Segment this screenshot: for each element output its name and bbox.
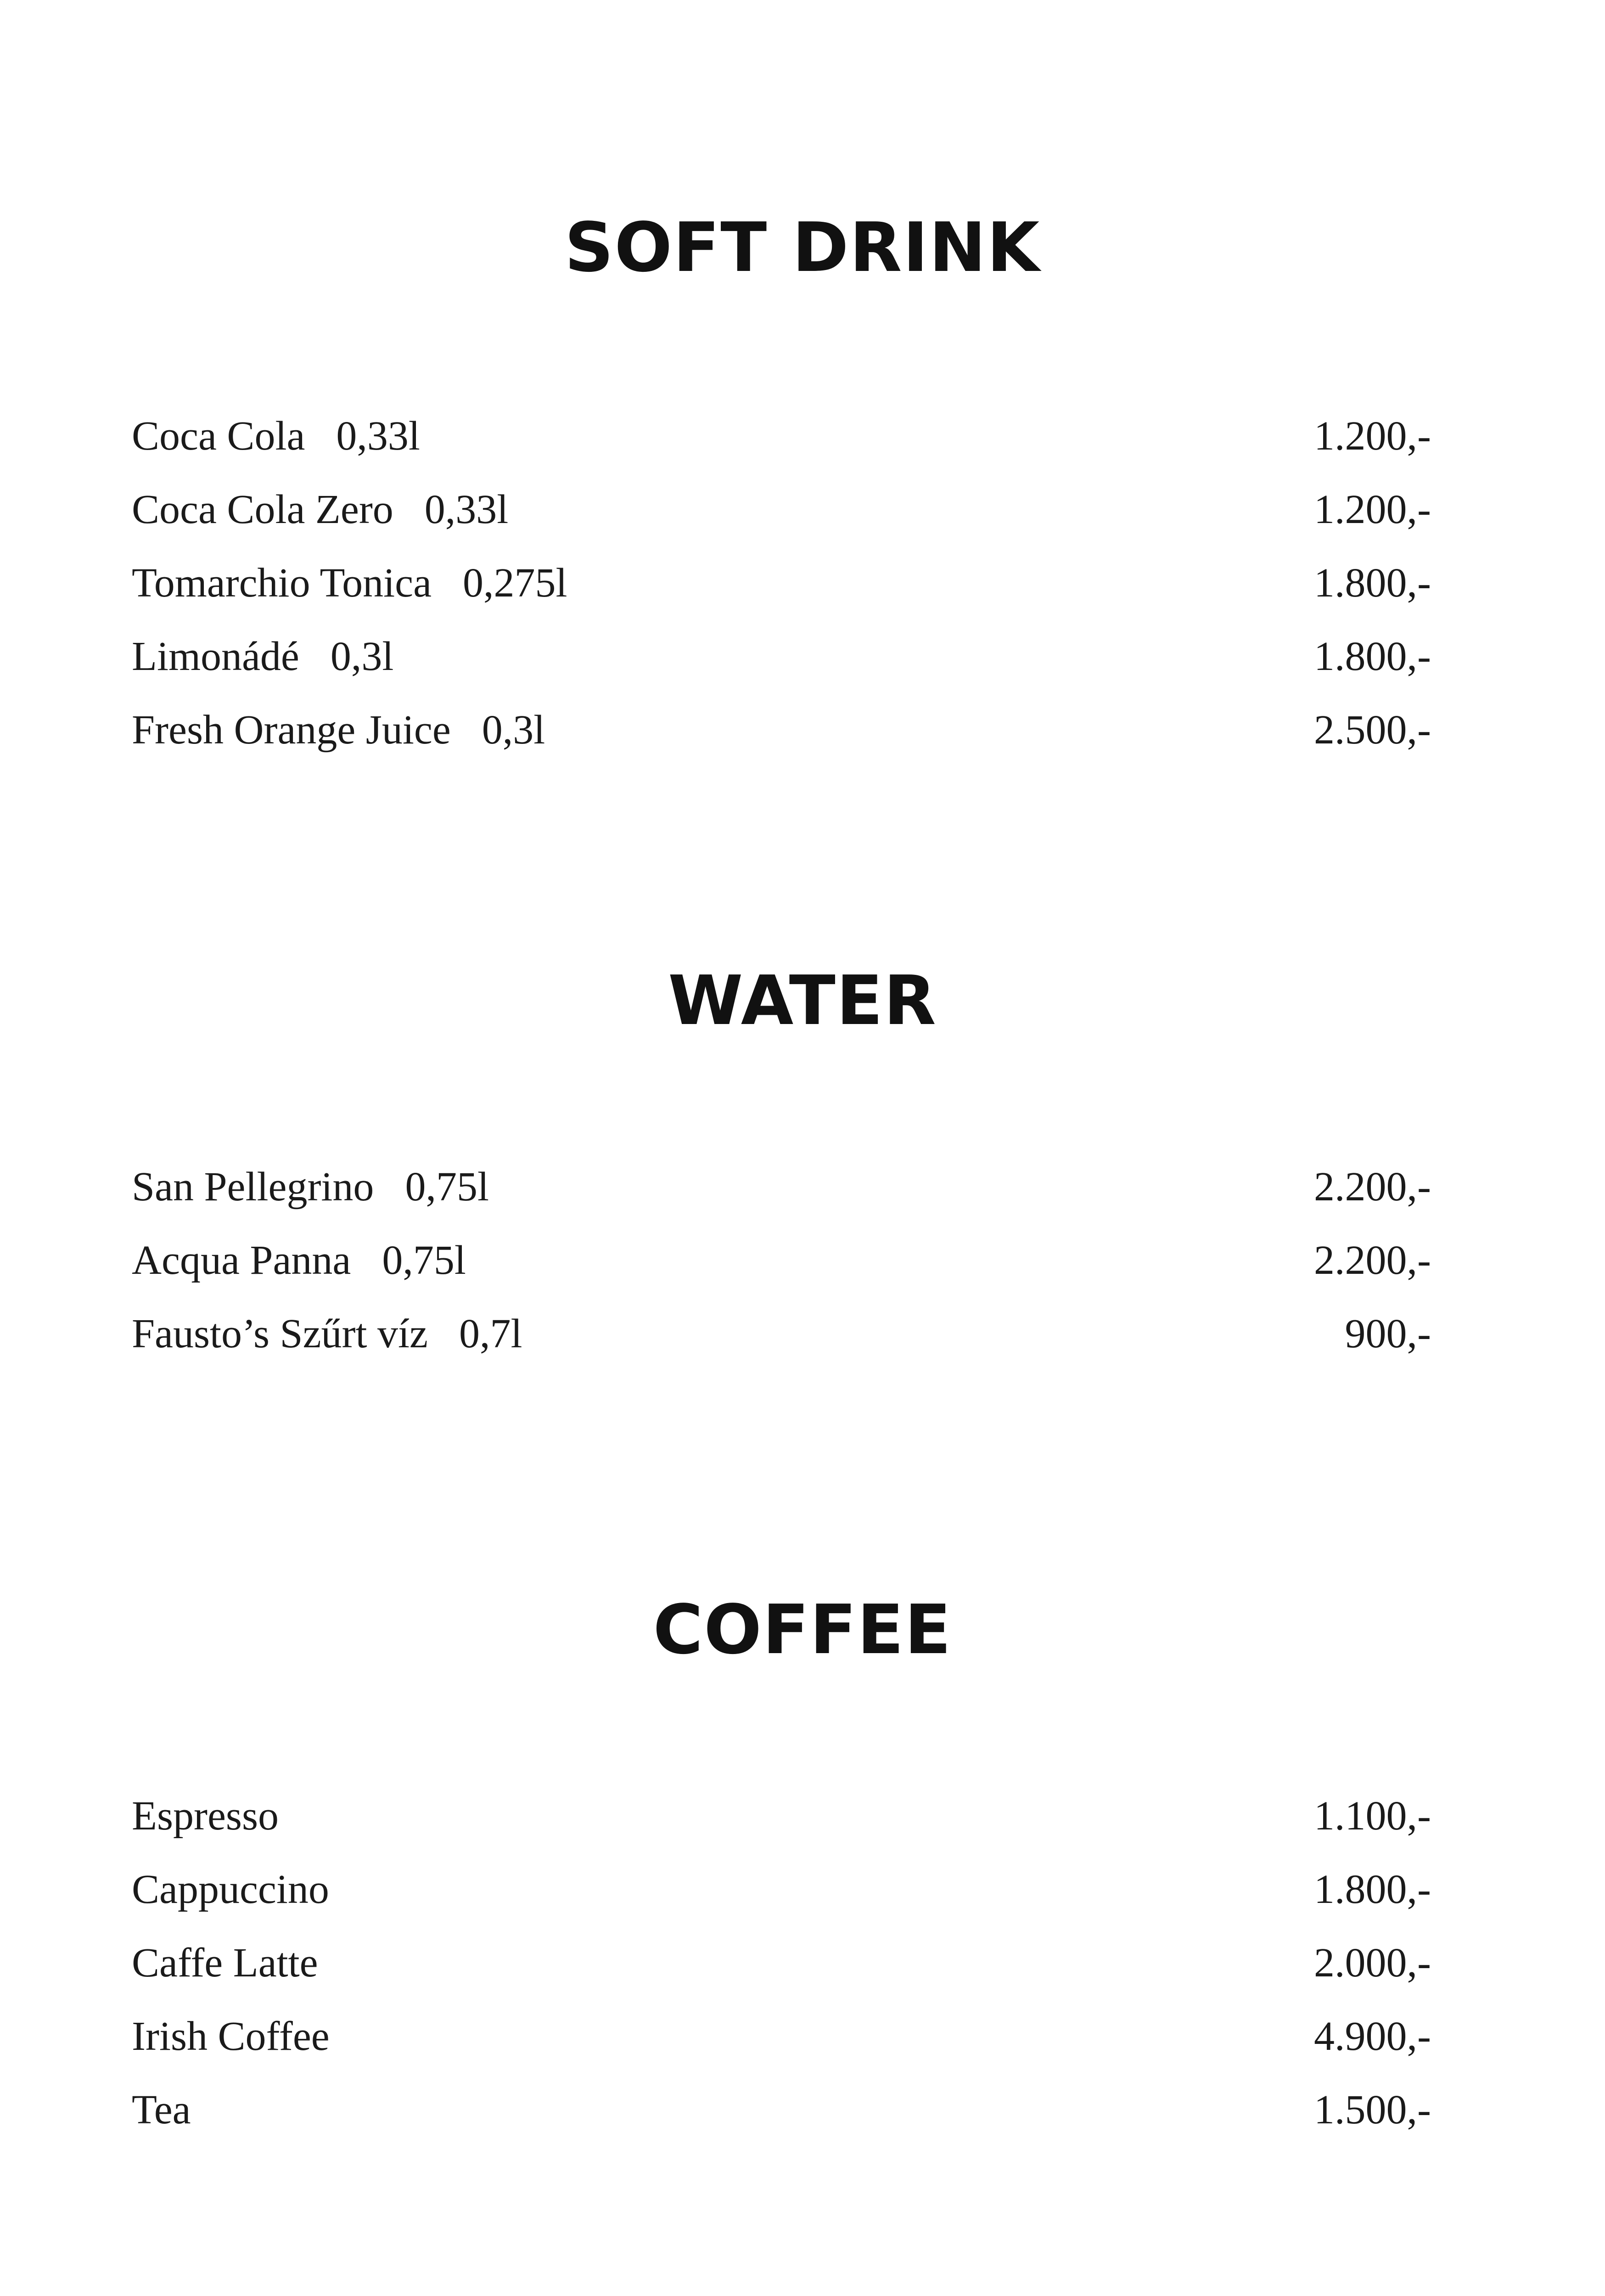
item-name: Tea [132, 2087, 191, 2133]
item-name: Fresh Orange Juice [132, 707, 451, 753]
item-name: Coca Cola [132, 413, 305, 459]
item-name: Tomarchio Tonica [132, 560, 432, 606]
coffee-list [132, 1779, 1431, 2147]
item-price: 2.200,- [1314, 1164, 1431, 1210]
item-size: 0,75l [382, 1238, 466, 1283]
item-price: 1.200,- [1314, 413, 1431, 459]
menu-item [132, 1853, 1431, 1926]
item-name: Espresso [132, 1793, 279, 1839]
item-name: San Pellegrino [132, 1164, 374, 1210]
item-size: 0,33l [424, 487, 509, 532]
menu-item [132, 400, 1431, 473]
milk-notes [132, 2289, 1431, 2296]
item-size: 0,3l [482, 707, 545, 753]
menu-item [132, 2000, 1431, 2073]
section-title-water: WATER [668, 961, 937, 1040]
item-price: 1.800,- [1314, 634, 1431, 679]
menu-item [132, 1926, 1431, 2000]
item-size: 0,33l [336, 413, 420, 459]
item-size: 0,75l [405, 1164, 489, 1210]
item-price: 4.900,- [1314, 2014, 1431, 2059]
item-name: Cappuccino [132, 1867, 329, 1912]
water-list [132, 1150, 1431, 1371]
menu-item [132, 1779, 1431, 1853]
item-name: Limonádé [132, 634, 299, 679]
soft-drink-list [132, 400, 1431, 767]
section-title-soft-drink: SOFT DRINK [564, 208, 1041, 287]
menu-item [132, 546, 1431, 620]
item-price: 1.800,- [1314, 1867, 1431, 1912]
menu-item [132, 620, 1431, 693]
item-price: 1.800,- [1314, 560, 1431, 606]
item-price: 2.500,- [1314, 707, 1431, 753]
item-name: Coca Cola Zero [132, 487, 393, 532]
item-price: 1.100,- [1314, 1793, 1431, 1839]
item-size: 0,275l [463, 560, 567, 606]
note-line [132, 2289, 1431, 2296]
item-price: 900,- [1345, 1311, 1431, 1356]
item-price: 1.200,- [1314, 487, 1431, 532]
item-price: 2.000,- [1314, 1940, 1431, 1986]
menu-item [132, 1150, 1431, 1224]
item-name: Irish Coffee [132, 2014, 330, 2059]
item-price: 1.500,- [1314, 2087, 1431, 2133]
menu-item [132, 2073, 1431, 2147]
item-name: Fausto’s Szűrt víz [132, 1311, 428, 1356]
item-size: 0,7l [459, 1311, 522, 1356]
menu-item [132, 1297, 1431, 1371]
item-size: 0,3l [330, 634, 394, 679]
item-name: Caffe Latte [132, 1940, 318, 1986]
item-price: 2.200,- [1314, 1238, 1431, 1283]
menu-item [132, 1224, 1431, 1297]
section-title-coffee: COFFEE [653, 1590, 952, 1669]
item-name: Acqua Panna [132, 1238, 351, 1283]
menu-item [132, 473, 1431, 546]
menu-item [132, 693, 1431, 767]
